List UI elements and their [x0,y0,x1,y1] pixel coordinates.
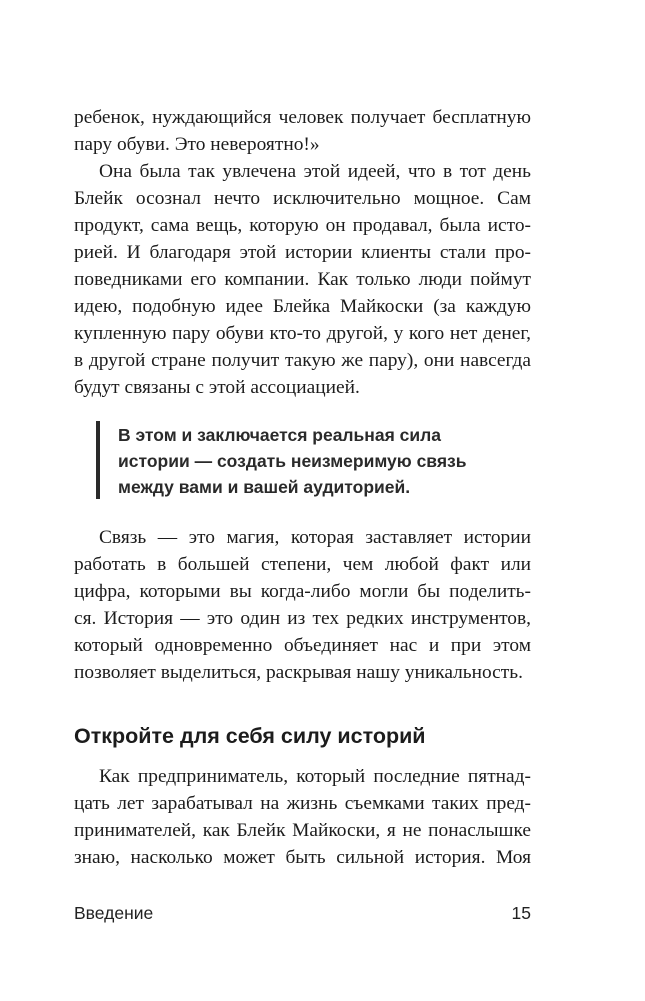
footer-section-label: Введение [74,903,154,923]
text-line: поведниками его компании. Как только люди поймут [74,269,531,290]
text-line: цифра, которыми вы когда-либо могли бы поделить- [74,581,531,602]
text-line: в другой стране получит такую же пару), они навсегда [74,350,531,371]
text-line: знаю, насколько может быть сильной история. Моя [74,847,531,868]
text-line: который одновременно объединяет нас и при этом [74,635,531,656]
text-line: Связь — это магия, которая заставляет истории [99,527,531,548]
text-line: пару обуви. Это невероятно!» [74,134,320,155]
text-line: будут связаны с этой ассоциацией. [74,377,360,398]
text-line: позволяет выделиться, раскрывая нашу уникальность. [74,662,523,683]
page-number: 15 [511,903,531,923]
text-line: купленную пару обуви кто-то другой, у кого нет денег, [74,323,531,344]
text-line: Как предприниматель, который последние пятнад- [99,766,531,787]
quote-line: между вами и вашей аудиторией. [118,477,411,497]
text-line: Блейк осознал нечто исключительно мощное. Сам [74,188,531,209]
section-heading: Откройте для себя силу историй [74,724,426,748]
quote-bar [96,421,100,499]
text-line: идею, подобную идее Блейка Майкоски (за каждую [74,296,531,317]
text-line: ребенок, нуждающийся человек получает бесплатную [74,107,531,128]
text-line: продукт, сама вещь, которую он продавал, была исто- [74,215,531,236]
text-line: работать в большей степени, чем любой факт или [74,554,531,575]
text-line: рией. И благодаря этой истории клиенты стали про- [74,242,531,263]
text-line: цать лет зарабатывал на жизнь съемками таких пред- [74,793,531,814]
text-line: принимателей, как Блейк Майкоски, я не понаслышке [74,820,531,841]
text-line: Она была так увлечена этой идеей, что в тот день [99,161,531,182]
quote-line: В этом и заключается реальная сила [118,425,442,445]
quote-line: истории — создать неизмеримую связь [118,451,467,471]
text-line: ся. История — это один из тех редких инструментов, [74,608,531,629]
